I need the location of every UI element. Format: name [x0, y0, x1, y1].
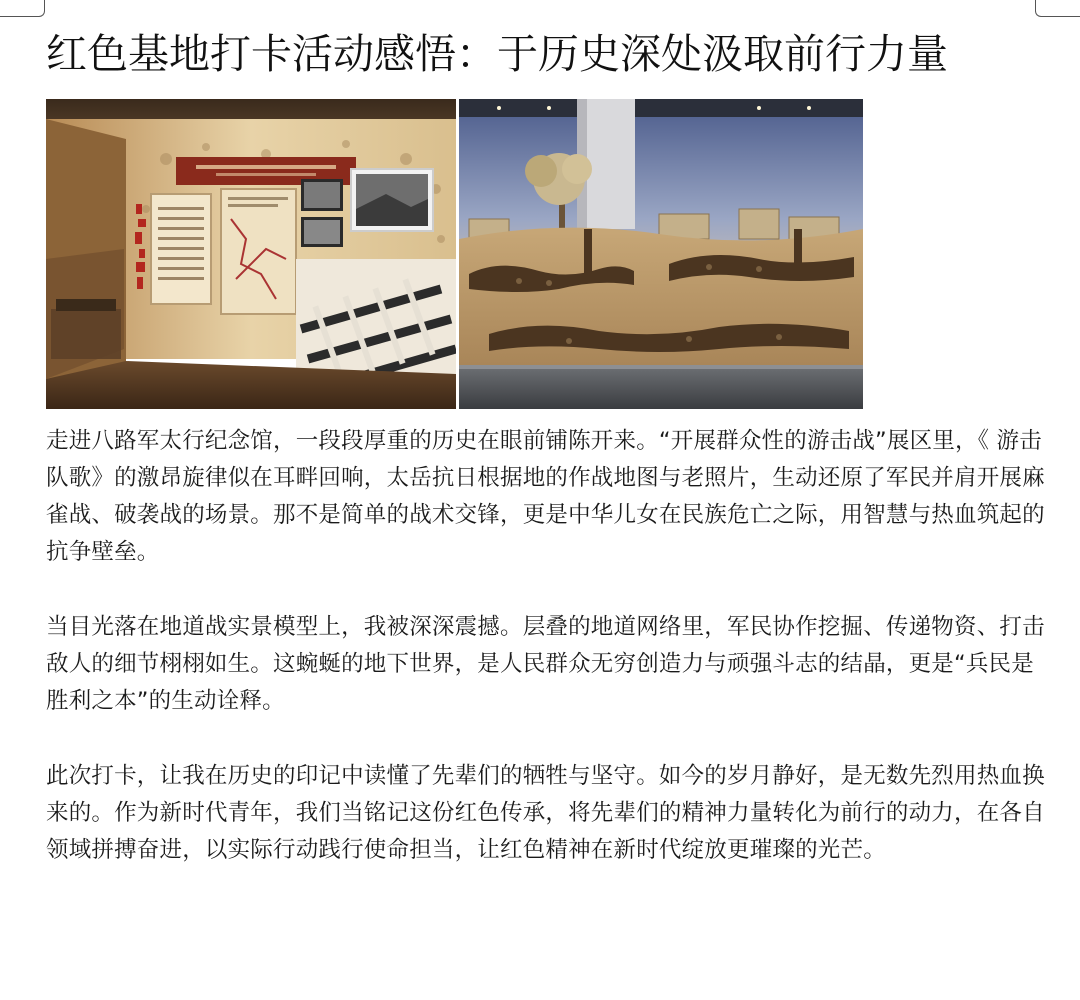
paragraph-3: 此次打卡，让我在历史的印记中读懂了先辈们的牺牲与坚守。如今的岁月静好，是无数先烈用热血换来的。作为新时代青年，我们当铭记这份红色传承，将先辈们的精神力量转化为前行的动力，在各自领域拼搏奋进，以实际行动践行使命担当，让红色精神在新时代绽放更璀璨的光芒。 [46, 763, 1045, 863]
article-title: 红色基地打卡活动感悟：于历史深处汲取前行力量 [46, 30, 948, 78]
photo-row [46, 99, 863, 409]
paragraph-1: 走进八路军太行纪念馆，一段段厚重的历史在眼前铺陈开来。“开展群众性的游击战”展区里，《 游击队歌》的激昂旋律似在耳畔回响，太岳抗日根据地的作战地图与老照片，生动还原了军民并肩开展麻雀战、破袭战的场景。那不是简单的战术交锋，更是中华儿女在民族危亡之际，用智慧与热血筑起的抗争壁垒。 [46, 428, 1045, 565]
exhibition-hall-photo[interactable] [46, 99, 456, 409]
article-body [46, 423, 1046, 907]
crop-corner-left [0, 0, 45, 17]
crop-corner-right [1035, 0, 1080, 17]
paragraph-2: 当目光落在地道战实景模型上，我被深深震撼。层叠的地道网络里，军民协作挖掘、传递物资、打击敌人的细节栩栩如生。这蜿蜒的地下世界，是人民群众无穷创造力与顽强斗志的结晶，更是“兵民是胜利之本”的生动诠释。 [46, 614, 1045, 714]
tunnel-diorama-photo[interactable] [459, 99, 863, 409]
